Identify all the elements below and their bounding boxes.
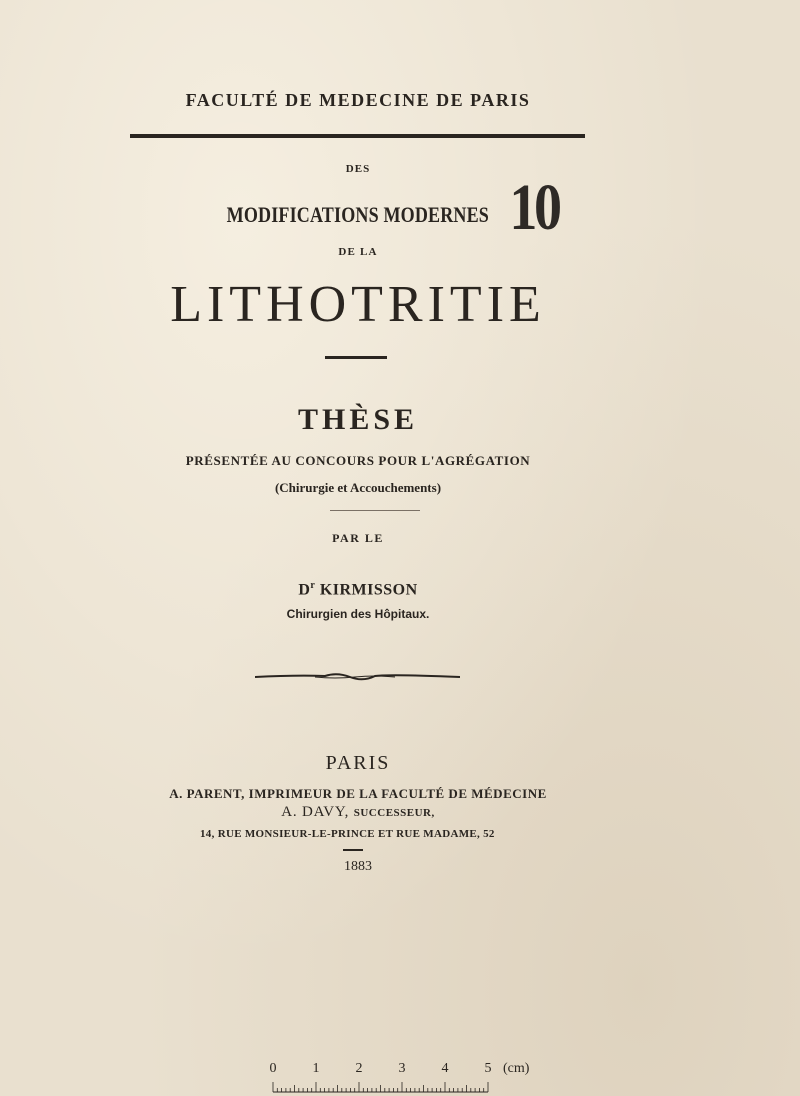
- imprint-city: PARIS: [325, 752, 391, 774]
- year-rule: [343, 849, 363, 851]
- these-subtitle: PRÉSENTÉE AU CONCOURS POUR L'AGRÉGATION: [185, 453, 531, 468]
- imprint-printer: A. PARENT, IMPRIMEUR DE LA FACULTÉ DE MÉDECINE: [169, 786, 547, 801]
- scale-label-0: 0: [269, 1061, 277, 1076]
- ornament-divider: [255, 670, 460, 684]
- imprint-address: 14, RUE MONSIEUR-LE-PRINCE ET RUE MADAME, 52: [200, 828, 495, 840]
- title-de-la: DE LA: [338, 246, 378, 258]
- title-modifications: MODIFICATIONS MODERNES: [226, 202, 490, 227]
- scale-bar: [268, 1058, 543, 1096]
- author-role: Chirurgien des Hôpitaux.: [286, 607, 430, 621]
- scale-label-5: 5: [484, 1061, 492, 1076]
- these-section: (Chirurgie et Accouchements): [274, 480, 442, 495]
- title-rule: [325, 356, 387, 359]
- library-stamp-number: 10: [509, 171, 559, 244]
- author-name: [0, 580, 716, 599]
- these-heading: THÈSE: [297, 403, 419, 436]
- section-rule: [330, 510, 420, 511]
- scale-label-4: 4: [441, 1061, 449, 1076]
- imprint-successor: [0, 804, 716, 821]
- par-le: PAR LE: [332, 531, 384, 545]
- scale-label-3: 3: [398, 1061, 406, 1076]
- title-des: DES: [345, 163, 371, 175]
- author-surname: KIRMISSON: [319, 581, 418, 599]
- scale-unit: (cm): [503, 1061, 530, 1076]
- scale-label-2: 2: [355, 1061, 363, 1076]
- header-rule: [130, 134, 585, 138]
- main-title: LITHOTRITIE: [170, 276, 546, 333]
- successor-label: SUCCESSEUR,: [353, 807, 435, 819]
- faculty-header: FACULTÉ DE MEDECINE DE PARIS: [185, 90, 531, 110]
- scale-ruler: [268, 1080, 498, 1094]
- scale-label-1: 1: [312, 1061, 320, 1076]
- imprint-year: 1883: [344, 859, 372, 874]
- successor-name: A. DAVY,: [281, 804, 350, 820]
- author-prefix-sup: r: [310, 580, 316, 591]
- author-prefix: D: [298, 581, 311, 599]
